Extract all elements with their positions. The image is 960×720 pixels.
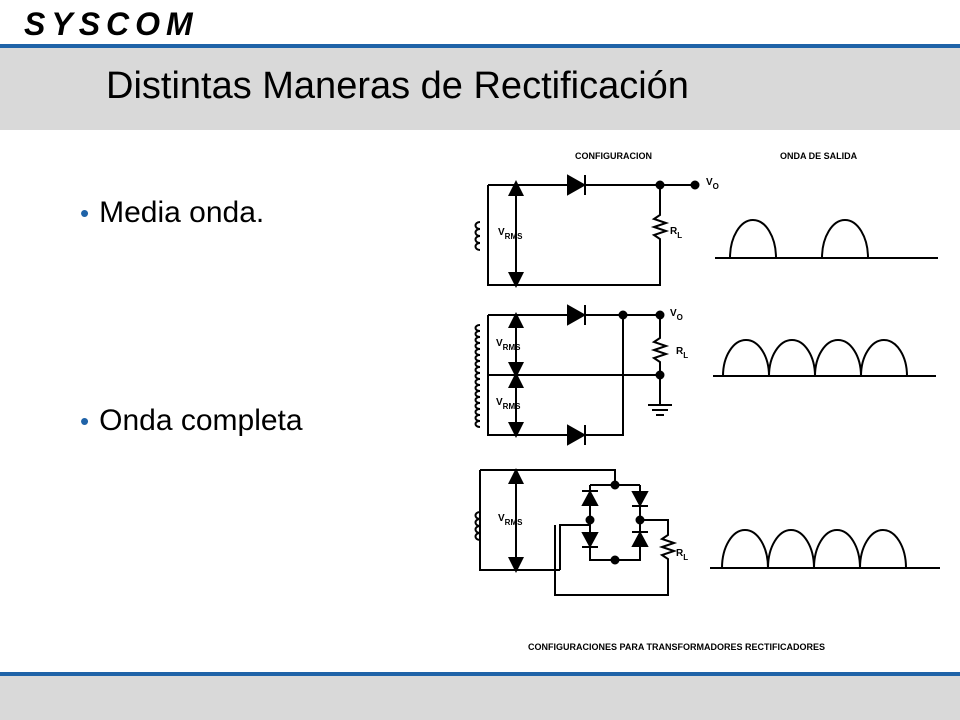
bridge-circuit [476, 470, 675, 595]
center-tap-circuit [476, 305, 673, 445]
rl-label: $R_L$ [670, 226, 683, 240]
vrms-label: $V_{RMS}$ [496, 338, 521, 352]
column-heading-configuration: CONFIGURACION [575, 151, 652, 161]
rectifier-diagram [440, 140, 950, 665]
vrms-label: $V_{RMS}$ [496, 397, 521, 411]
column-heading-output: ONDA DE SALIDA [780, 151, 858, 161]
vrms-label: $V_{RMS}$ [498, 513, 523, 527]
diode-icon [568, 426, 584, 444]
half-wave-output [715, 220, 938, 258]
footer-band [0, 676, 960, 720]
diode-icon [568, 176, 584, 194]
half-wave-circuit [476, 175, 699, 285]
diode-icon [568, 306, 584, 324]
bullet-text: Media onda. [99, 196, 265, 229]
bullet-dot: • [80, 198, 90, 228]
page-title: Distintas Maneras de Rectificación [106, 65, 689, 107]
diode-icon [583, 533, 597, 546]
rl-label: $R_L$ [676, 346, 689, 360]
center-tap-output [713, 340, 936, 376]
logo: SYSCOM [24, 6, 199, 42]
vrms-label: $V_{RMS}$ [498, 227, 523, 241]
bullet-text: Onda completa [99, 404, 303, 437]
diagram-caption: CONFIGURACIONES PARA TRANSFORMADORES RECTIFICADORES [528, 642, 826, 652]
diode-icon [583, 492, 597, 505]
diode-icon [633, 492, 647, 505]
rl-label: $R_L$ [676, 548, 689, 562]
vo-label: $V_O$ [670, 308, 683, 322]
bullet-dot: • [80, 406, 90, 436]
bridge-output [710, 530, 940, 568]
vo-label: $V_O$ [706, 177, 719, 191]
diode-icon [633, 533, 647, 546]
bullet-item [80, 196, 264, 230]
bullet-item [80, 404, 303, 438]
rectifier-diagram-svg [440, 140, 950, 660]
